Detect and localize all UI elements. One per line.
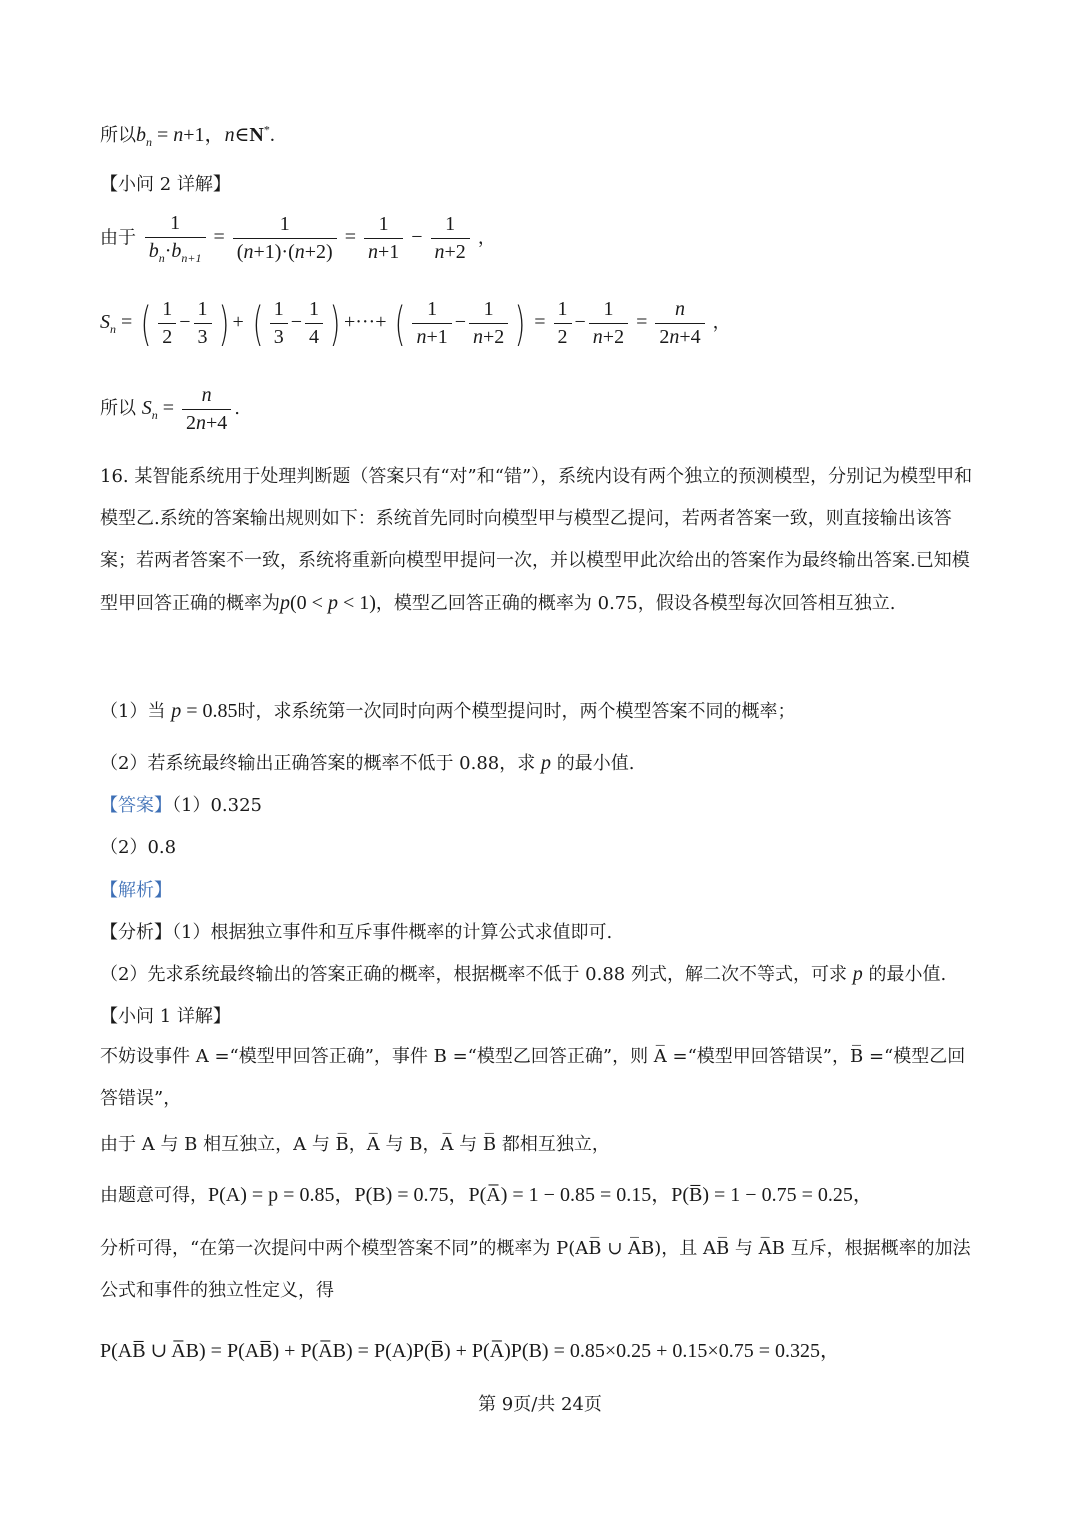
answer-line-2: （2）0.8 — [100, 837, 177, 858]
fraction-decomposition: 由于 $\frac{1}{b_n\cdot b_{n+1}}$ = $\frac{1}{(n+1)\cdot(n+2)}$ = $\frac{1}{n+1}$ − $\frac{1}{n+2}$ ， — [100, 212, 496, 265]
sub1-header: 【小问 1 详解】 — [100, 1006, 231, 1027]
var-p: p — [852, 963, 863, 985]
analysis-label: 【解析】 — [100, 880, 172, 901]
question-16-part-2 — [100, 749, 634, 775]
page-footer: 第 9页/共 24页 — [478, 1394, 602, 1415]
var-p: p — [540, 752, 551, 774]
answer-line-1 — [100, 791, 262, 817]
question-16 — [100, 456, 980, 625]
final-calculation — [100, 1334, 840, 1363]
text: 所以 — [100, 398, 136, 420]
answer-label: 【答案】 — [100, 795, 172, 816]
text: （1）当 — [100, 701, 166, 722]
answer-1: （1）0.325 — [172, 795, 262, 816]
analysis-text: 分析可得，“在第一次提问中两个模型答案不同”的概率为 P(AB̅ ∪ A̅B)，且 AB̅ 与 A̅B 互斥，根据概率的加法公式和事件的独立性定义，得 — [100, 1238, 971, 1301]
text: 的最小值. — [868, 964, 947, 985]
math-bn: $b_n = n+1$，n∈N*. — [136, 122, 275, 149]
text: ，模型乙回答正确的概率为 0.75，假设各模型每次回答相互独立. — [375, 593, 896, 614]
text: ， — [712, 312, 731, 334]
text: 由题意可得， — [100, 1185, 208, 1206]
fenxi-1 — [100, 918, 612, 944]
text: 所以 — [100, 125, 136, 146]
text: 的最小值. — [556, 753, 635, 774]
math-p-range: p(0 < p < 1) — [280, 592, 376, 614]
text: 由于 — [100, 227, 136, 249]
text: . — [234, 398, 241, 420]
math-given: P(A) = p = 0.85，P(B) = 0.75，P(A̅) = 1 − 0.85 = 0.15，P(B̅) = 1 − 0.75 = 0.25， — [208, 1184, 873, 1206]
conclusion-bn — [100, 118, 275, 150]
text: （2）若系统最终输出正确答案的概率不低于 0.88，求 — [100, 753, 536, 774]
text: ， — [477, 227, 496, 249]
sn-sum: $S_n$ = ( $\frac{1}{2}$ − $\frac{1}{3}$ ) + ( $\frac{1}{3}$ − $\frac{1}{4}$ ) +···+ ( $\frac{1}{n+1}$ − $\frac{1}{n+2}$ ) = $\frac{1}{2}$ − $\frac{1}{n+2}$ = $\frac{n}{2n+4}$ ， — [100, 296, 731, 351]
given-values — [100, 1178, 873, 1207]
text: （1）根据独立事件和互斥事件概率的计算公式求值即可. — [172, 922, 613, 943]
text: 时，求系统第一次同时向两个模型提问时，两个模型答案不同的概率； — [237, 701, 796, 722]
text: （2）先求系统最终输出的答案正确的概率，根据概率不低于 0.88 列式，解二次不等式，可求 — [100, 964, 847, 985]
event-definitions: 不妨设事件 A =“模型甲回答正确”，事件 B =“模型乙回答正确”，则 A̅ =“模型甲回答错误”，B̅ =“模型乙回答错误”， — [100, 1046, 966, 1109]
conclusion-sn: 所以 $S_n$ = $\frac{n}{2n+4}$ . — [100, 384, 241, 434]
fenxi-2 — [100, 960, 946, 986]
math-final: P(AB̅ ∪ A̅B) = P(AB̅) + P(A̅B) = P(A)P(B̅) + P(A̅)P(B) = 0.85×0.25 + 0.15×0.75 = 0.325， — [100, 1340, 840, 1362]
sub2-header: 【小问 2 详解】 — [100, 174, 231, 195]
text: 16. 某智能系统用于处理判断题（答案只有“对”和“错”），系统内设有两个独立的预测模型，分别记为模型甲和模型乙.系统的答案输出规则如下：系统首先同时向模型甲与模型乙提问，若两者答案一致，则直接输出该答案；若两者答案不一致，系统将重新向模型甲提问一次，并以模型甲此次给出的答案作为最终输出答案.已知模型甲回答正确的概率为 — [100, 466, 973, 614]
fenxi-label: 【分析】 — [100, 922, 172, 943]
question-16-part-1: （1）当 p = 0.85时，求系统第一次同时向两个模型提问时，两个模型答案不同的概率； — [100, 700, 796, 722]
independence-line: 由于 A 与 B 相互独立，A 与 B̅，A̅ 与 B，A̅ 与 B̅ 都相互独立， — [100, 1134, 610, 1155]
